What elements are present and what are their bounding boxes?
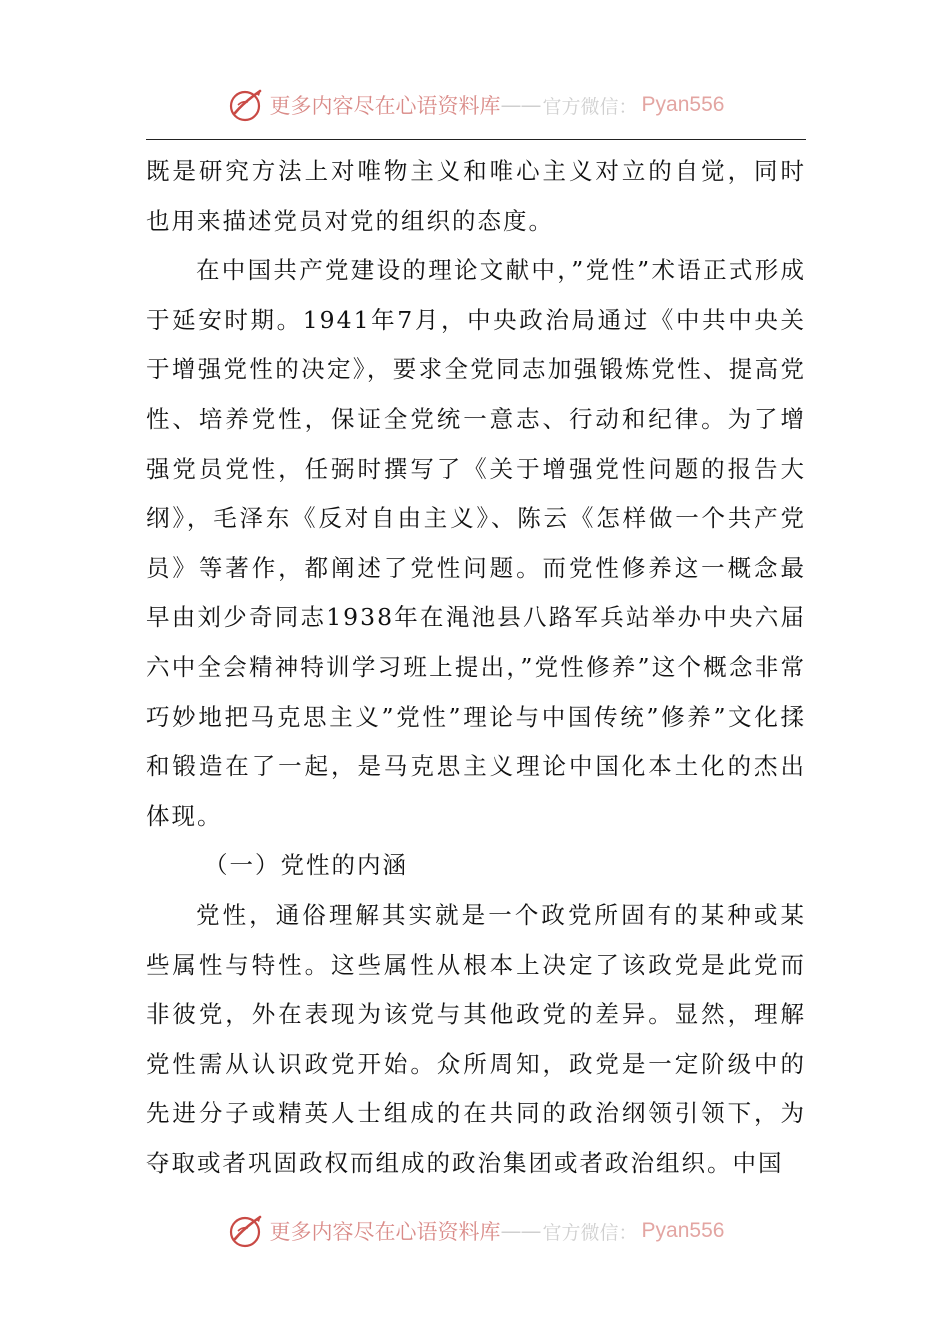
banner-main-text: 更多内容尽在心语资料库: [269, 1220, 501, 1244]
paragraph-party-spirit-history: 在中国共产党建设的理论文献中，”党性”术语正式形成于延安时期。1941年7月，中央政治局通过《中共中央关于增强党性的决定》，要求全党同志加强锻炼党性、提高党性、培养党性，保证全党统一意志、行动和纪律。为了增强党员党性，任弼时撰写了《关于增强党性问题的报告大纲》，毛泽东《反对自由主义》、陈云《怎样做一个共产党员》等著作，都阐述了党性问题。而党性修养这一概念最早由刘少奇同志1938年在渑池县八路军兵站举办中央六届六中全会精神特训学习班上提出，”党性修养”这个概念非常巧妙地把马克思主义”党性”理论与中国传统”修养”文化揉和锻造在了一起，是马克思主义理论中国化本土化的杰出体现。: [146, 256, 806, 830]
header-rule: [146, 139, 806, 140]
paragraph-continuation: 既是研究方法上对唯物主义和唯心主义对立的自觉，同时也用来描述党员对党的组织的态度。: [146, 157, 806, 235]
footer-watermark-banner: [0, 1208, 950, 1254]
pen-logo-icon: [226, 85, 266, 125]
banner-wechat-label: 官方微信：: [542, 95, 638, 118]
banner-separator: ——: [500, 93, 541, 117]
header-watermark-banner: [0, 82, 950, 128]
document-body: [146, 147, 806, 1188]
banner-wechat-id: Pyan556: [641, 1219, 725, 1242]
banner-main-text: 更多内容尽在心语资料库: [269, 94, 501, 118]
section-heading: （一）党性的内涵: [204, 851, 408, 880]
banner-separator: ——: [500, 1219, 541, 1243]
pen-logo-icon: [226, 1211, 266, 1251]
paragraph-party-spirit-meaning: 党性，通俗理解其实就是一个政党所固有的某种或某些属性与特性。这些属性从根本上决定了该政党是此党而非彼党，外在表现为该党与其他政党的差异。显然，理解党性需从认识政党开始。众所周知，政党是一定阶级中的先进分子或精英人士组成的在共同的政治纲领引领下，为夺取或者巩固政权而组成的政治集团或者政治组织。中国: [146, 900, 806, 1177]
banner-wechat-label: 官方微信：: [542, 1221, 638, 1244]
banner-wechat-id: Pyan556: [641, 93, 725, 116]
